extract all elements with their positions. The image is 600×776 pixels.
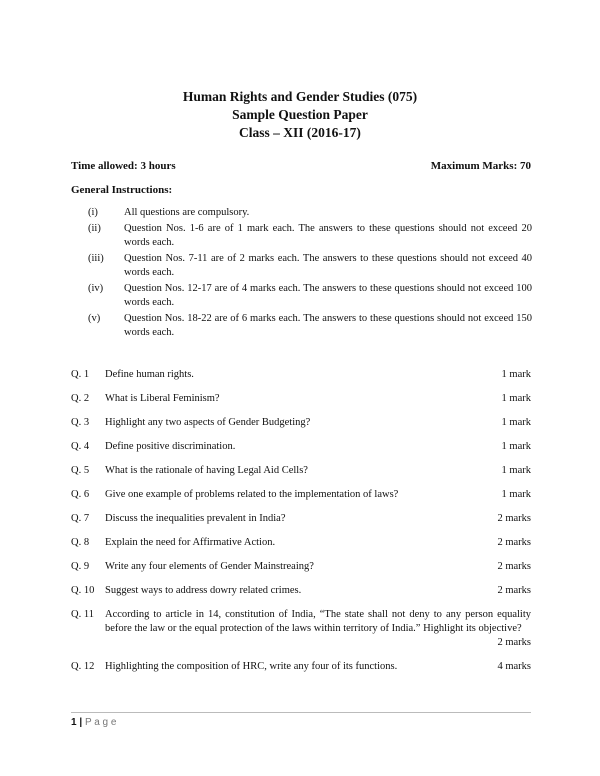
question-number: Q. 7	[71, 513, 90, 524]
question-row	[71, 608, 531, 650]
time-allowed: Time allowed: 3 hours	[71, 160, 176, 172]
instruction-number: (v)	[88, 313, 101, 324]
question-number: Q. 11	[71, 609, 94, 620]
maximum-marks: Maximum Marks: 70	[430, 160, 531, 172]
paper-title: Human Rights and Gender Studies (075)	[182, 89, 418, 104]
instruction-number: (i)	[88, 207, 98, 218]
question-number: Q. 4	[71, 441, 90, 452]
instruction-number: (iii)	[88, 253, 104, 264]
instruction-number: (iv)	[88, 283, 104, 294]
instruction-item	[88, 282, 532, 310]
question-number: Q. 8	[71, 537, 90, 548]
instruction-item	[88, 252, 532, 280]
page-indicator	[71, 717, 531, 728]
question-text: Give one example of problems related to the implementation of laws?	[105, 489, 399, 500]
instruction-text: Question Nos. 18-22 are of 6 marks each. The answers to these questions should not exceed 150 words each.	[124, 313, 532, 338]
question-marks: 1 mark	[501, 417, 531, 428]
instruction-number: (ii)	[88, 223, 101, 234]
question-row	[71, 464, 531, 478]
question-marks: 2 marks	[497, 637, 531, 648]
paper-class: Class – XII (2016-17)	[239, 125, 361, 140]
question-text: Highlight any two aspects of Gender Budgeting?	[105, 417, 311, 428]
instruction-text: Question Nos. 12-17 are of 4 marks each. The answers to these questions should not exceed 100 words each.	[124, 283, 532, 308]
instruction-item	[88, 206, 532, 220]
question-text: What is Liberal Feminism?	[105, 393, 220, 404]
question-number: Q. 10	[71, 585, 95, 596]
question-row	[71, 584, 531, 598]
page-footer	[71, 712, 531, 728]
page-number: 1	[71, 717, 77, 728]
paper-subtitle: Sample Question Paper	[232, 107, 368, 122]
title-block	[0, 88, 600, 142]
question-marks: 2 marks	[497, 561, 531, 572]
questions-list	[71, 368, 531, 684]
question-text: Highlighting the composition of HRC, write any four of its functions.	[105, 661, 398, 672]
question-row	[71, 392, 531, 406]
question-text: Define human rights.	[105, 369, 194, 380]
question-marks: 1 mark	[501, 489, 531, 500]
question-text: Suggest ways to address dowry related crimes.	[105, 585, 302, 596]
question-marks: 1 mark	[501, 465, 531, 476]
instruction-item	[88, 312, 532, 340]
instruction-item	[88, 222, 532, 250]
question-marks: 1 mark	[501, 369, 531, 380]
question-text: According to article in 14, constitution of India, “The state shall not deny to any person equality before the law or the equal protection of the laws within territory of India.” Highlight its objective?	[105, 609, 531, 634]
question-text: Define positive discrimination.	[105, 441, 236, 452]
question-row	[71, 416, 531, 430]
question-marks: 2 marks	[497, 537, 531, 548]
question-marks: 4 marks	[497, 661, 531, 672]
question-marks: 1 mark	[501, 393, 531, 404]
instruction-text: Question Nos. 1-6 are of 1 mark each. The answers to these questions should not exceed 20 words each.	[124, 223, 532, 248]
question-row	[71, 368, 531, 382]
general-instructions-heading: General Instructions:	[71, 184, 173, 196]
question-number: Q. 6	[71, 489, 90, 500]
instruction-text: Question Nos. 7-11 are of 2 marks each. The answers to these questions should not exceed 40 words each.	[124, 253, 532, 278]
question-marks: 2 marks	[497, 513, 531, 524]
question-row	[71, 488, 531, 502]
question-number: Q. 5	[71, 465, 90, 476]
question-row	[71, 660, 531, 674]
question-text-long	[105, 608, 531, 650]
question-row	[71, 440, 531, 454]
page-label: P a g e	[84, 717, 117, 728]
question-row	[71, 512, 531, 526]
footer-divider	[71, 712, 531, 713]
question-row	[71, 560, 531, 574]
question-text: What is the rationale of having Legal Aid Cells?	[105, 465, 308, 476]
question-number: Q. 9	[71, 561, 90, 572]
instruction-text: All questions are compulsory.	[124, 207, 250, 218]
question-text: Discuss the inequalities prevalent in India?	[105, 513, 286, 524]
question-number: Q. 2	[71, 393, 90, 404]
question-marks: 2 marks	[497, 585, 531, 596]
question-text: Write any four elements of Gender Mainstreaing?	[105, 561, 314, 572]
footer-separator: |	[79, 717, 83, 728]
question-number: Q. 12	[71, 661, 95, 672]
question-number: Q. 1	[71, 369, 90, 380]
question-marks: 1 mark	[501, 441, 531, 452]
question-row	[71, 536, 531, 550]
question-text: Explain the need for Affirmative Action.	[105, 537, 276, 548]
question-number: Q. 3	[71, 417, 90, 428]
instructions-list	[88, 206, 532, 342]
